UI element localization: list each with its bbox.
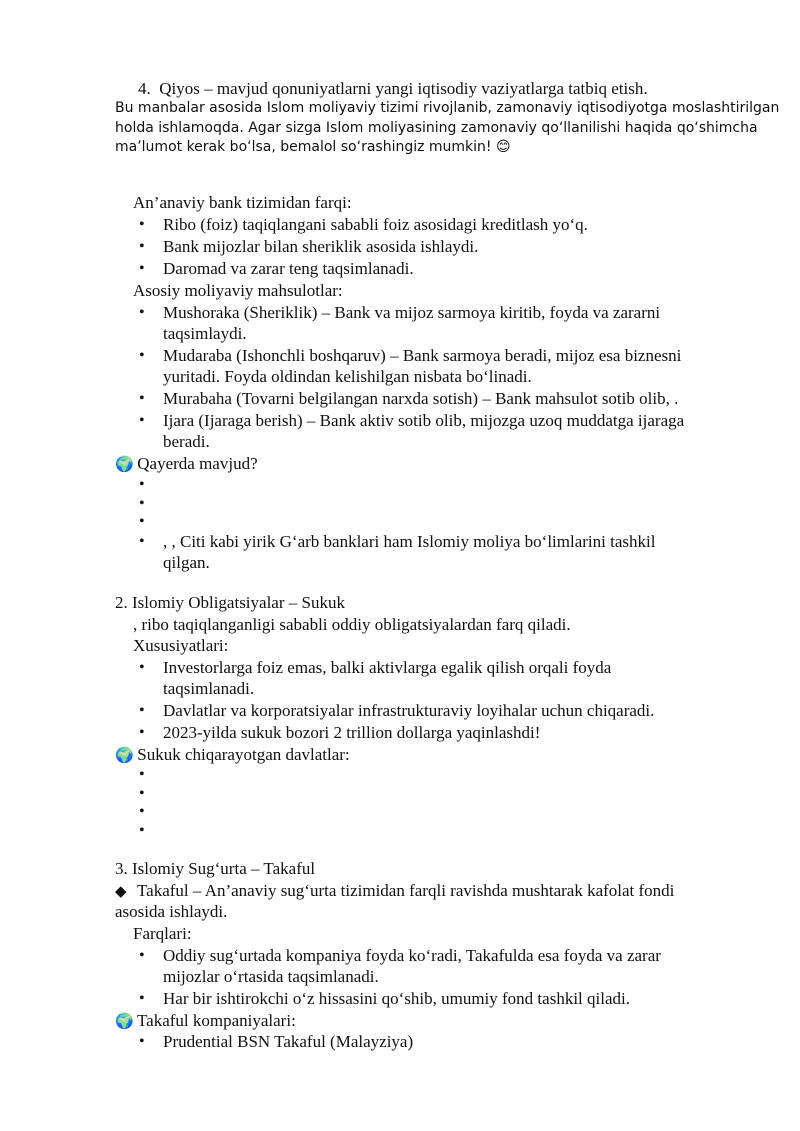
product-mudaraba-cont: yuritadi. Foyda oldindan kelishilgan nisbata bo‘linadi.: [163, 367, 532, 386]
bullet-icon: •: [139, 533, 145, 550]
note-line-1: Bu manbalar asosida Islom moliyaviy tizimi rivojlanib, zamonaviy iqtisodiyotga moslashtirilgan: [115, 100, 780, 116]
bullet-icon: •: [139, 766, 145, 783]
takaful-intro-cont: asosida ishlaydi.: [115, 902, 228, 921]
product-ijara-cont: beradi.: [163, 432, 210, 451]
bullet-icon: •: [139, 390, 145, 407]
bullet-icon: •: [139, 803, 145, 820]
takaful-intro: Takaful – An’anaviy sug‘urta tizimidan farqli ravishda mushtarak kafolat fondi: [136, 881, 675, 900]
bullet-icon: •: [139, 216, 145, 233]
bullet-icon: •: [139, 724, 145, 741]
takaful-diff-heading: Farqlari:: [133, 924, 192, 943]
where-heading-row: [115, 453, 258, 475]
bullet-icon: •: [139, 347, 145, 364]
takaful-company: Prudential BSN Takaful (Malayziya): [163, 1032, 414, 1051]
product-mushoraka-cont: taqsimlaydi.: [163, 324, 247, 343]
bullet-icon: •: [139, 659, 145, 676]
bullet-icon: •: [139, 476, 145, 493]
bullet-icon: •: [139, 238, 145, 255]
countries-heading-row: [115, 744, 350, 766]
product-mudaraba: Mudaraba (Ishonchli boshqaruv) – Bank sarmoya beradi, mijoz esa biznesni: [163, 346, 682, 365]
sukuk-feature: Investorlarga foiz emas, balki aktivlarga egalik qilish orqali foyda: [163, 658, 612, 677]
countries-heading: Sukuk chiqarayotgan davlatlar:: [137, 745, 350, 764]
takaful-diff: Har bir ishtirokchi o‘z hissasini qo‘shib, umumiy fond tashkil qiladi.: [163, 989, 630, 1008]
note-line-2: holda ishlamoqda. Agar sizga Islom moliyasining zamonaviy qo‘llanilishi haqida qo‘shimcha: [115, 120, 758, 136]
bullet-icon: •: [139, 495, 145, 512]
bullet-icon: •: [139, 785, 145, 802]
note-line-3: ma’lumot kerak bo‘lsa, bemalol so‘rashingiz mumkin! 😊: [115, 139, 511, 155]
sukuk-feature: 2023-yilda sukuk bozori 2 trillion dollarga yaqinlashdi!: [163, 723, 541, 742]
bullet-icon: •: [139, 947, 145, 964]
shield-icon: ◆: [115, 882, 127, 900]
bank-diff-item: Bank mijozlar bilan sheriklik asosida ishlaydi.: [163, 237, 479, 256]
bullet-icon: •: [139, 513, 145, 530]
globe-icon: 🌍: [115, 746, 134, 764]
sukuk-feature: Davlatlar va korporatsiyalar infrastrukturaviy loyihalar uchun chiqaradi.: [163, 701, 655, 720]
list-item-4: 4. Qiyos – mavjud qonuniyatlarni yangi iqtisodiy vaziyatlarga tatbiq etish.: [138, 79, 648, 98]
where-heading: Qayerda mavjud?: [137, 454, 258, 473]
bank-diff-item: Daromad va zarar teng taqsimlanadi.: [163, 259, 414, 278]
bank-diff-item: Ribo (foiz) taqiqlangani sababli foiz asosidagi kreditlash yo‘q.: [163, 215, 588, 234]
takaful-diff-cont: mijozlar o‘rtasida taqsimlanadi.: [163, 967, 379, 986]
bullet-icon: •: [139, 702, 145, 719]
bullet-icon: •: [139, 304, 145, 321]
bullet-icon: •: [139, 822, 145, 839]
features-heading: Xususiyatlari:: [133, 636, 229, 655]
bank-diff-heading: An’anaviy bank tizimidan farqi:: [133, 193, 352, 212]
product-ijara: Ijara (Ijaraga berish) – Bank aktiv sotib olib, mijozga uzoq muddatga ijaraga: [163, 411, 685, 430]
takaful-diff: Oddiy sug‘urtada kompaniya foyda ko‘radi, Takafulda esa foyda va zarar: [163, 946, 661, 965]
companies-heading-row: [115, 1010, 296, 1032]
section-2-title: 2. Islomiy Obligatsiyalar – Sukuk: [115, 593, 345, 612]
sukuk-feature-cont: taqsimlanadi.: [163, 679, 255, 698]
product-murabaha: Murabaha (Tovarni belgilangan narxda sotish) – Bank mahsulot sotib olib, .: [163, 389, 679, 408]
bullet-icon: •: [139, 260, 145, 277]
globe-icon: 🌍: [115, 455, 134, 473]
where-last-item: , , Citi kabi yirik G‘arb banklari ham Islomiy moliya bo‘limlarini tashkil: [163, 532, 656, 551]
companies-heading: Takaful kompaniyalari:: [136, 1011, 296, 1030]
product-mushoraka: Mushoraka (Sheriklik) – Bank va mijoz sarmoya kiritib, foyda va zararni: [163, 303, 661, 322]
takaful-intro-row: [115, 880, 674, 902]
bullet-icon: •: [139, 1033, 145, 1050]
products-heading: Asosiy moliyaviy mahsulotlar:: [133, 281, 343, 300]
section-3-title: 3. Islomiy Sug‘urta – Takaful: [115, 859, 316, 878]
sukuk-intro: , ribo taqiqlanganligi sababli oddiy obligatsiyalardan farq qiladi.: [133, 615, 571, 634]
bullet-icon: •: [139, 412, 145, 429]
where-last-item-cont: qilgan.: [163, 553, 210, 572]
bullet-icon: •: [139, 990, 145, 1007]
globe-icon: 🌍: [115, 1012, 134, 1030]
